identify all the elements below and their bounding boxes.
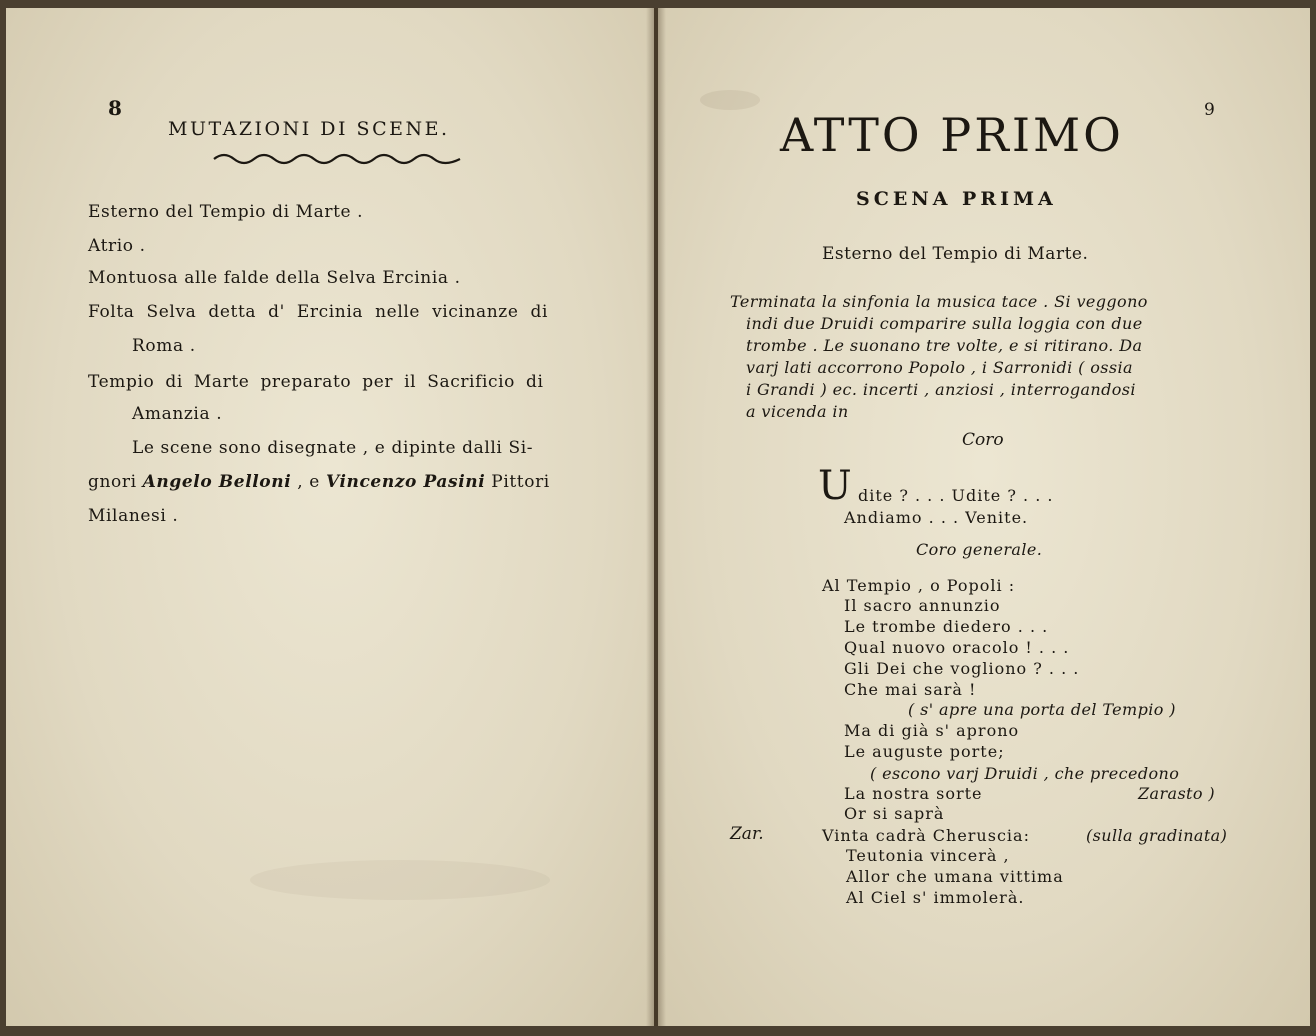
credits-text: Pittori <box>485 472 550 492</box>
scene-item: Atrio . <box>88 236 146 256</box>
chorus-general-label: Coro generale. <box>916 540 1043 559</box>
stage-direction-line: indi due Druidi comparire sulla loggia con due <box>746 314 1143 333</box>
scene-item: Tempio di Marte preparato per il Sacrificio di <box>88 372 544 392</box>
chorus-label: Coro <box>962 430 1004 450</box>
scene-title: SCENA PRIMA <box>856 188 1057 210</box>
verse-line: Che mai sarà ! <box>844 680 977 699</box>
credits-line <box>88 472 550 492</box>
verse-line: Qual nuovo oracolo ! . . . <box>844 638 1070 657</box>
credits-line: Le scene sono disegnate , e dipinte dalli Si- <box>132 438 534 458</box>
verse-line: Allor che umana vittima <box>846 867 1064 886</box>
scene-item: Amanzia . <box>132 404 223 424</box>
scene-item: Montuosa alle falde della Selva Ercinia . <box>88 268 461 288</box>
credits-text: , e <box>291 472 326 492</box>
page-number-right: 9 <box>1204 100 1215 120</box>
paper-stain <box>700 90 760 110</box>
page-title: MUTAZIONI DI SCENE. <box>168 118 450 140</box>
stage-direction-line: varj lati accorrono Popolo , i Sarronidi ( ossia <box>746 358 1133 377</box>
page-number-left: 8 <box>108 96 122 120</box>
verse-line: La nostra sorte <box>844 784 983 803</box>
verse-line: Il sacro annunzio <box>844 596 1001 615</box>
stage-direction-line: trombe . Le suonano tre volte, e si ritirano. Da <box>746 336 1143 355</box>
verse-line: Al Ciel s' immolerà. <box>846 888 1025 907</box>
stage-direction: ( escono varj Druidi , che precedono <box>870 764 1180 783</box>
verse-line: Teutonia vincerà , <box>846 846 1010 865</box>
stage-direction: ( s' apre una porta del Tempio ) <box>908 700 1176 719</box>
painter-name: Vincenzo Pasini <box>325 472 486 492</box>
painter-name: Angelo Belloni <box>142 472 292 492</box>
verse-line: Al Tempio , o Popoli : <box>822 576 1016 595</box>
act-title: ATTO PRIMO <box>780 108 1124 162</box>
stage-direction-line: i Grandi ) ec. incerti , anziosi , interrogandosi <box>746 380 1136 399</box>
credits-text: gnori <box>88 472 143 492</box>
scene-item: Folta Selva detta d' Ercinia nelle vicinanze di <box>88 302 549 322</box>
scene-item: Esterno del Tempio di Marte . <box>88 202 364 222</box>
scene-setting: Esterno del Tempio di Marte. <box>822 244 1089 264</box>
speaker-name: Zar. <box>730 824 764 844</box>
verse-line: Le auguste porte; <box>844 742 1005 761</box>
credits-line: Milanesi . <box>88 506 179 526</box>
stage-direction-line: a vicenda in <box>746 402 849 421</box>
scene-item: Roma . <box>132 336 196 356</box>
stage-direction-line: Terminata la sinfonia la musica tace . Si veggono <box>730 292 1148 311</box>
verse-line: Le trombe diedero . . . <box>844 617 1049 636</box>
verse-line: Ma di già s' aprono <box>844 721 1020 740</box>
paper-stain <box>250 860 550 900</box>
stage-direction: Zarasto ) <box>1138 784 1216 803</box>
verse-line: Vinta cadrà Cheruscia: <box>822 826 1030 845</box>
verse-line: Gli Dei che vogliono ? . . . <box>844 659 1080 678</box>
stage-direction: (sulla gradinata) <box>1086 826 1228 845</box>
verse-line: Andiamo . . . Venite. <box>844 508 1029 527</box>
verse-line: Or si saprà <box>844 804 945 823</box>
verse-line: dite ? . . . Udite ? . . . <box>858 486 1054 505</box>
book-gutter <box>646 8 666 1026</box>
ornament-flourish <box>212 150 464 166</box>
drop-cap: U <box>818 463 852 509</box>
